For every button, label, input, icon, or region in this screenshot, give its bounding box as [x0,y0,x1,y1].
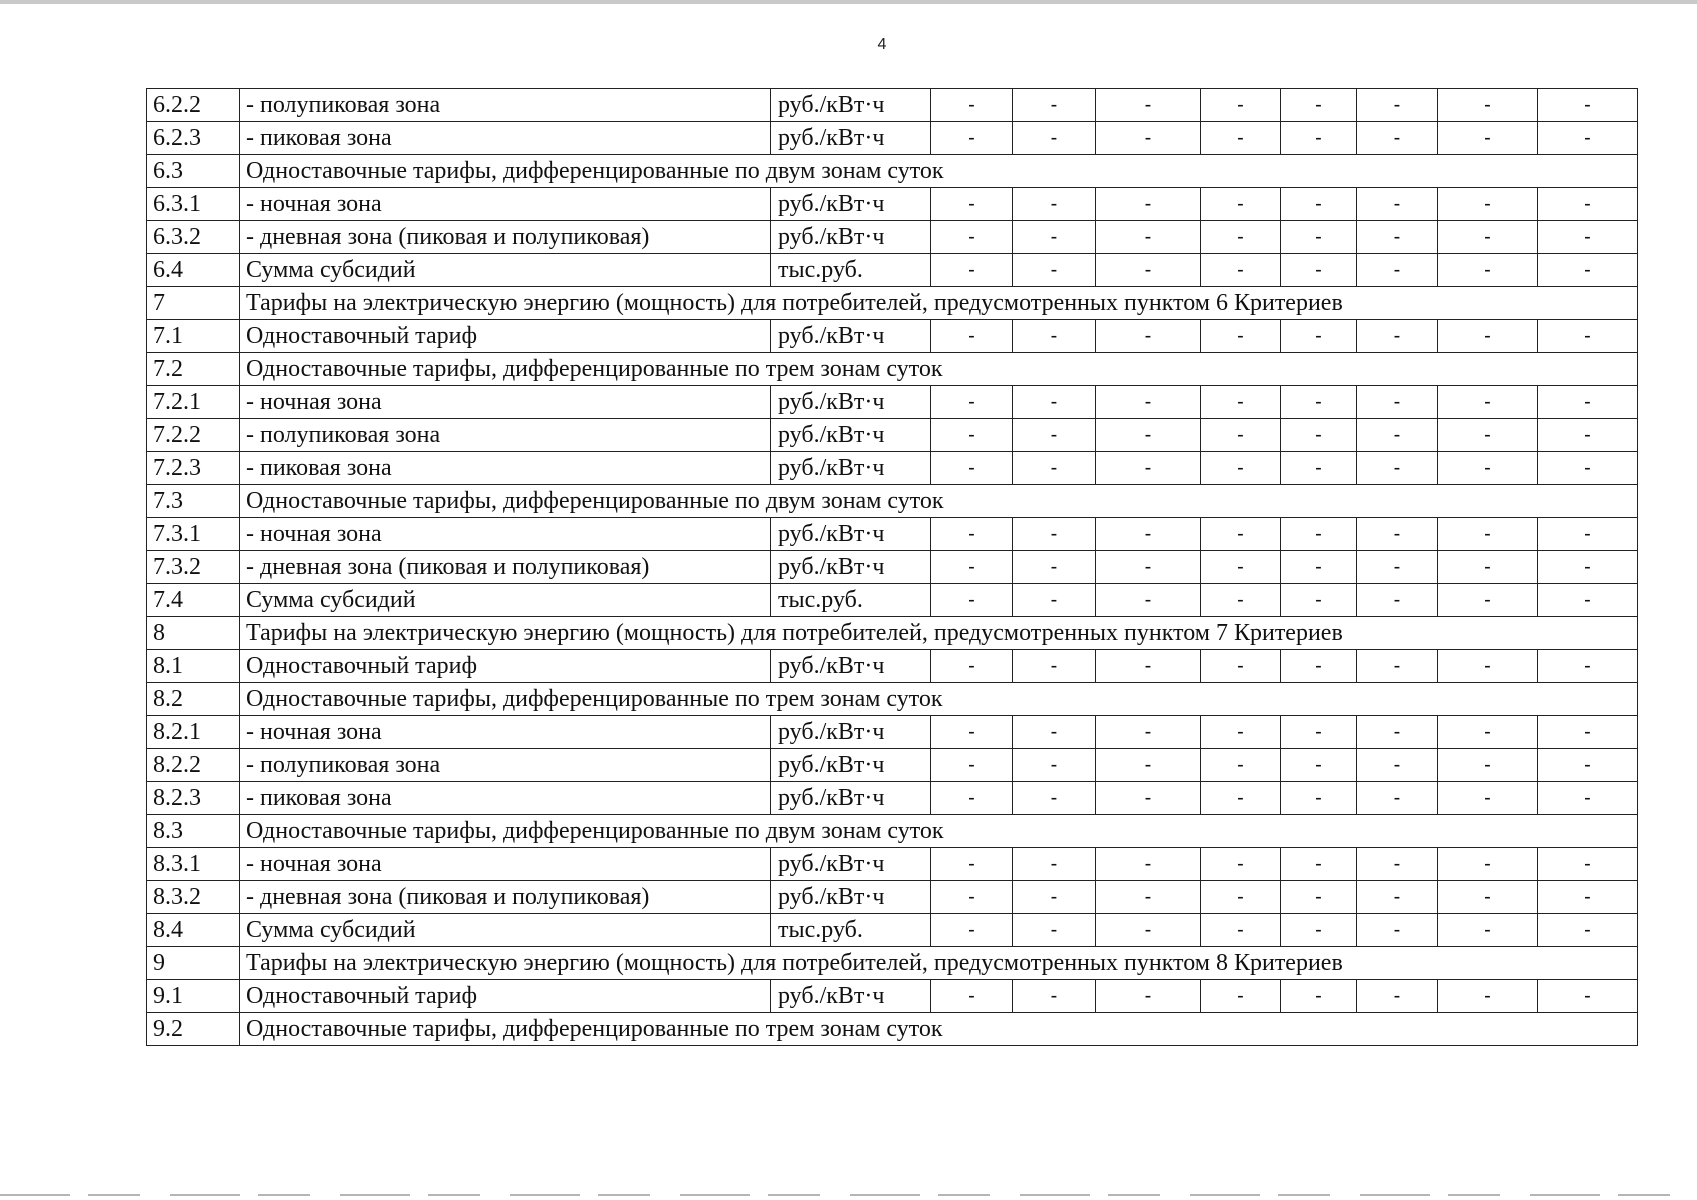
value-cell: - [931,584,1013,617]
section-row [147,683,1638,716]
value-cell: - [1013,980,1096,1013]
value-cell: - [1013,254,1096,287]
value-cell: - [1013,782,1096,815]
value-cell: - [1201,650,1281,683]
section-row [147,947,1638,980]
row-label: Одноставочный тариф [240,980,771,1013]
value-cell: - [1096,89,1201,122]
row-unit: руб./кВт·ч [771,980,931,1013]
value-cell: - [1281,881,1357,914]
row-unit: руб./кВт·ч [771,782,931,815]
value-cell: - [931,188,1013,221]
row-number: 7.4 [147,584,240,617]
value-cell: - [1438,551,1538,584]
value-cell: - [1357,716,1438,749]
table-row [147,452,1638,485]
value-cell: - [1201,320,1281,353]
value-cell: - [1013,584,1096,617]
row-number: 8.3 [147,815,240,848]
value-cell: - [1438,782,1538,815]
value-cell: - [931,848,1013,881]
value-cell: - [1281,89,1357,122]
value-cell: - [1013,188,1096,221]
value-cell: - [931,716,1013,749]
value-cell: - [1357,914,1438,947]
value-cell: - [1013,716,1096,749]
value-cell: - [1538,980,1638,1013]
row-number: 6.4 [147,254,240,287]
value-cell: - [1357,89,1438,122]
value-cell: - [931,419,1013,452]
row-unit: руб./кВт·ч [771,386,931,419]
row-number: 7.3 [147,485,240,518]
value-cell: - [1013,848,1096,881]
table-row [147,980,1638,1013]
value-cell: - [1096,914,1201,947]
value-cell: - [931,320,1013,353]
value-cell: - [1357,419,1438,452]
row-number: 6.2.2 [147,89,240,122]
value-cell: - [1281,551,1357,584]
value-cell: - [1357,188,1438,221]
value-cell: - [931,122,1013,155]
value-cell: - [1281,584,1357,617]
value-cell: - [1096,122,1201,155]
row-label: - полупиковая зона [240,89,771,122]
value-cell: - [1538,914,1638,947]
row-unit: руб./кВт·ч [771,848,931,881]
value-cell: - [1538,254,1638,287]
value-cell: - [1013,320,1096,353]
value-cell: - [1357,650,1438,683]
value-cell: - [1013,122,1096,155]
value-cell: - [1538,188,1638,221]
row-number: 8.2.2 [147,749,240,782]
value-cell: - [1357,518,1438,551]
value-cell: - [931,518,1013,551]
value-cell: - [1281,122,1357,155]
value-cell: - [1013,650,1096,683]
value-cell: - [1538,749,1638,782]
section-title: Одноставочные тарифы, дифференцированные по трем зонам суток [240,353,1638,386]
value-cell: - [1096,419,1201,452]
value-cell: - [1281,650,1357,683]
value-cell: - [1538,782,1638,815]
value-cell: - [1438,914,1538,947]
value-cell: - [1357,320,1438,353]
row-label: Сумма субсидий [240,914,771,947]
value-cell: - [1357,749,1438,782]
value-cell: - [1538,848,1638,881]
row-number: 8 [147,617,240,650]
value-cell: - [1357,584,1438,617]
section-row [147,485,1638,518]
value-cell: - [1013,881,1096,914]
table-row [147,419,1638,452]
row-unit: руб./кВт·ч [771,221,931,254]
page-number: 4 [877,36,887,53]
value-cell: - [1013,518,1096,551]
scan-bottom-edge [0,1194,1697,1196]
row-unit: руб./кВт·ч [771,551,931,584]
scan-top-edge [0,0,1697,4]
row-number: 9.1 [147,980,240,1013]
value-cell: - [1201,254,1281,287]
value-cell: - [1096,584,1201,617]
value-cell: - [1281,749,1357,782]
value-cell: - [1096,188,1201,221]
row-unit: тыс.руб. [771,584,931,617]
value-cell: - [1538,452,1638,485]
value-cell: - [1096,749,1201,782]
value-cell: - [1357,254,1438,287]
row-number: 8.3.2 [147,881,240,914]
row-number: 6.3 [147,155,240,188]
row-unit: руб./кВт·ч [771,749,931,782]
row-unit: руб./кВт·ч [771,419,931,452]
value-cell: - [1438,584,1538,617]
value-cell: - [1538,386,1638,419]
row-label: - ночная зона [240,716,771,749]
table-row [147,89,1638,122]
value-cell: - [1201,122,1281,155]
value-cell: - [1013,452,1096,485]
row-unit: руб./кВт·ч [771,122,931,155]
value-cell: - [1438,221,1538,254]
value-cell: - [931,254,1013,287]
row-label: - ночная зона [240,386,771,419]
value-cell: - [1096,386,1201,419]
section-title: Одноставочные тарифы, дифференцированные по двум зонам суток [240,155,1638,188]
value-cell: - [1096,881,1201,914]
table-row [147,386,1638,419]
section-row [147,815,1638,848]
table-row [147,551,1638,584]
section-title: Тарифы на электрическую энергию (мощность) для потребителей, предусмотренных пунктом 8 Критериев [240,947,1638,980]
value-cell: - [1438,188,1538,221]
value-cell: - [1281,848,1357,881]
value-cell: - [1096,551,1201,584]
row-unit: руб./кВт·ч [771,188,931,221]
value-cell: - [1096,221,1201,254]
row-label: - дневная зона (пиковая и полупиковая) [240,221,771,254]
value-cell: - [1201,782,1281,815]
table-row [147,122,1638,155]
row-label: - ночная зона [240,518,771,551]
value-cell: - [1281,254,1357,287]
value-cell: - [931,89,1013,122]
value-cell: - [1357,848,1438,881]
table-row [147,518,1638,551]
section-row [147,155,1638,188]
row-number: 7 [147,287,240,320]
row-unit: руб./кВт·ч [771,881,931,914]
row-label: - полупиковая зона [240,749,771,782]
row-number: 8.2.1 [147,716,240,749]
table-row [147,320,1638,353]
table-row [147,188,1638,221]
row-number: 8.2.3 [147,782,240,815]
value-cell: - [1538,881,1638,914]
row-label: Сумма субсидий [240,254,771,287]
row-number: 9.2 [147,1013,240,1046]
value-cell: - [1201,914,1281,947]
value-cell: - [1096,782,1201,815]
value-cell: - [1281,452,1357,485]
value-cell: - [1357,221,1438,254]
value-cell: - [931,749,1013,782]
value-cell: - [1096,716,1201,749]
value-cell: - [1357,452,1438,485]
value-cell: - [1201,386,1281,419]
value-cell: - [1201,221,1281,254]
value-cell: - [1281,386,1357,419]
value-cell: - [1538,584,1638,617]
section-title: Одноставочные тарифы, дифференцированные по трем зонам суток [240,1013,1638,1046]
row-number: 7.3.1 [147,518,240,551]
value-cell: - [1201,980,1281,1013]
value-cell: - [1538,419,1638,452]
value-cell: - [1438,254,1538,287]
value-cell: - [931,782,1013,815]
section-row [147,617,1638,650]
value-cell: - [1013,749,1096,782]
value-cell: - [931,386,1013,419]
row-unit: руб./кВт·ч [771,320,931,353]
table-row [147,881,1638,914]
row-number: 7.3.2 [147,551,240,584]
value-cell: - [1438,848,1538,881]
value-cell: - [1013,551,1096,584]
value-cell: - [1438,749,1538,782]
value-cell: - [1201,89,1281,122]
table-row [147,914,1638,947]
row-number: 8.1 [147,650,240,683]
section-row [147,353,1638,386]
value-cell: - [931,980,1013,1013]
table-row [147,221,1638,254]
row-label: - пиковая зона [240,782,771,815]
table-row [147,584,1638,617]
row-number: 8.4 [147,914,240,947]
value-cell: - [1438,419,1538,452]
value-cell: - [1013,89,1096,122]
value-cell: - [1201,881,1281,914]
value-cell: - [1013,419,1096,452]
section-title: Одноставочные тарифы, дифференцированные по трем зонам суток [240,683,1638,716]
value-cell: - [1538,89,1638,122]
table-row [147,716,1638,749]
value-cell: - [931,452,1013,485]
row-number: 6.3.1 [147,188,240,221]
value-cell: - [1357,122,1438,155]
value-cell: - [1281,188,1357,221]
row-number: 9 [147,947,240,980]
value-cell: - [931,881,1013,914]
row-unit: руб./кВт·ч [771,518,931,551]
value-cell: - [1201,551,1281,584]
value-cell: - [1013,221,1096,254]
row-number: 8.2 [147,683,240,716]
table-row [147,650,1638,683]
value-cell: - [1201,452,1281,485]
section-title: Тарифы на электрическую энергию (мощность) для потребителей, предусмотренных пунктом 7 Критериев [240,617,1638,650]
row-unit: руб./кВт·ч [771,452,931,485]
section-row [147,1013,1638,1046]
value-cell: - [1538,221,1638,254]
value-cell: - [1438,386,1538,419]
value-cell: - [1538,551,1638,584]
row-number: 6.2.3 [147,122,240,155]
value-cell: - [1281,419,1357,452]
row-number: 7.2.3 [147,452,240,485]
table-row [147,848,1638,881]
value-cell: - [1281,221,1357,254]
value-cell: - [1096,650,1201,683]
table-row [147,254,1638,287]
row-number: 7.2 [147,353,240,386]
table-row [147,782,1638,815]
value-cell: - [1096,980,1201,1013]
value-cell: - [1281,518,1357,551]
value-cell: - [1096,518,1201,551]
section-title: Тарифы на электрическую энергию (мощность) для потребителей, предусмотренных пунктом 6 Критериев [240,287,1638,320]
row-label: - пиковая зона [240,122,771,155]
row-label: - пиковая зона [240,452,771,485]
value-cell: - [1201,188,1281,221]
value-cell: - [1538,320,1638,353]
row-label: - полупиковая зона [240,419,771,452]
value-cell: - [1357,386,1438,419]
value-cell: - [1201,518,1281,551]
value-cell: - [1438,881,1538,914]
row-number: 7.2.2 [147,419,240,452]
row-number: 7.2.1 [147,386,240,419]
row-label: - дневная зона (пиковая и полупиковая) [240,881,771,914]
row-unit: руб./кВт·ч [771,716,931,749]
value-cell: - [1538,650,1638,683]
value-cell: - [1201,848,1281,881]
value-cell: - [1357,881,1438,914]
row-number: 8.3.1 [147,848,240,881]
section-title: Одноставочные тарифы, дифференцированные по двум зонам суток [240,815,1638,848]
value-cell: - [931,221,1013,254]
row-label: Одноставочный тариф [240,650,771,683]
value-cell: - [931,914,1013,947]
value-cell: - [1357,551,1438,584]
value-cell: - [1096,452,1201,485]
value-cell: - [1013,914,1096,947]
value-cell: - [1281,914,1357,947]
row-label: - ночная зона [240,188,771,221]
row-label: - ночная зона [240,848,771,881]
value-cell: - [1013,386,1096,419]
row-number: 7.1 [147,320,240,353]
tariff-table-body [147,89,1638,1046]
section-title: Одноставочные тарифы, дифференцированные по двум зонам суток [240,485,1638,518]
value-cell: - [1281,782,1357,815]
value-cell: - [1096,320,1201,353]
value-cell: - [1438,518,1538,551]
row-label: Одноставочный тариф [240,320,771,353]
value-cell: - [1438,452,1538,485]
value-cell: - [1438,320,1538,353]
value-cell: - [1281,716,1357,749]
value-cell: - [931,650,1013,683]
value-cell: - [1538,122,1638,155]
value-cell: - [1538,518,1638,551]
value-cell: - [1438,89,1538,122]
value-cell: - [1438,122,1538,155]
table-row [147,749,1638,782]
row-unit: тыс.руб. [771,254,931,287]
value-cell: - [1201,749,1281,782]
value-cell: - [1096,254,1201,287]
value-cell: - [1201,716,1281,749]
row-label: Сумма субсидий [240,584,771,617]
value-cell: - [931,551,1013,584]
value-cell: - [1281,980,1357,1013]
value-cell: - [1357,782,1438,815]
value-cell: - [1201,584,1281,617]
row-number: 6.3.2 [147,221,240,254]
row-unit: тыс.руб. [771,914,931,947]
value-cell: - [1438,716,1538,749]
value-cell: - [1201,419,1281,452]
value-cell: - [1538,716,1638,749]
value-cell: - [1438,650,1538,683]
value-cell: - [1096,848,1201,881]
value-cell: - [1438,980,1538,1013]
tariff-table [146,88,1638,1046]
value-cell: - [1357,980,1438,1013]
row-label: - дневная зона (пиковая и полупиковая) [240,551,771,584]
row-unit: руб./кВт·ч [771,89,931,122]
row-unit: руб./кВт·ч [771,650,931,683]
section-row [147,287,1638,320]
value-cell: - [1281,320,1357,353]
